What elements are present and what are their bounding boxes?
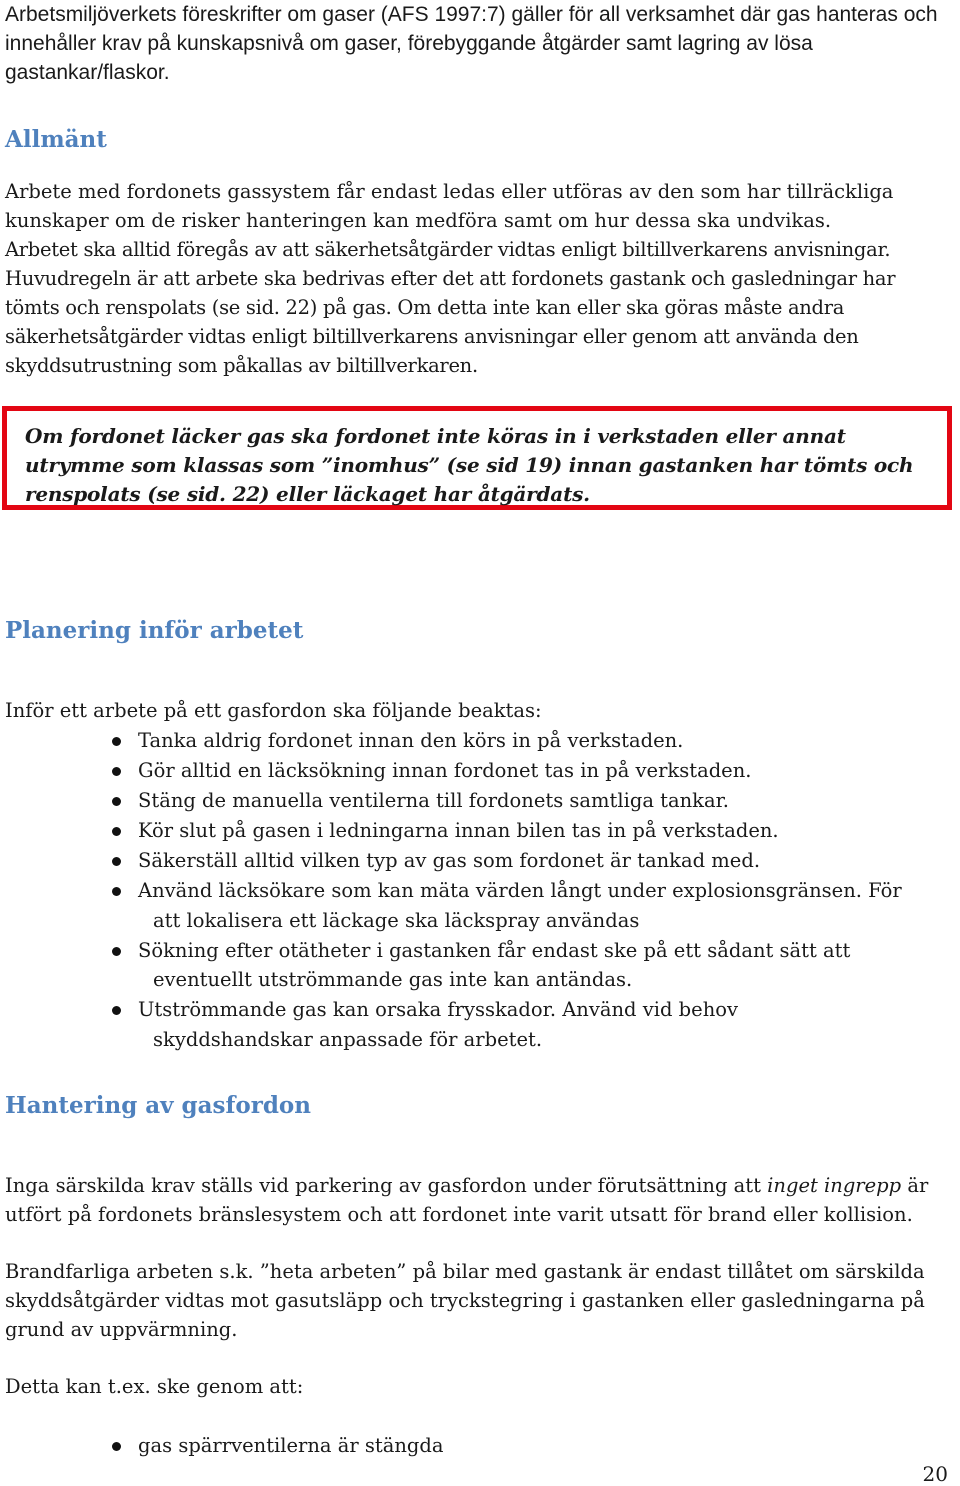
warning-text: Om fordonet läcker gas ska fordonet inte köras in i verkstaden eller annat utrymme som klassas som ”inomhus” (se sid 19) innan gastanken har tömts och renspolats (se sid. 22) eller läckaget har åtgärdats. [25,424,914,506]
bullet-icon [112,797,121,806]
bullet-list-item [108,846,953,876]
bullet-icon [112,947,121,956]
bullet-item-text: Använd läcksökare som kan mäta värden långt under explosionsgränsen. För [138,879,902,902]
hantering-bullet-list [108,1431,953,1461]
bullet-icon [112,827,121,836]
bullet-icon [112,857,121,866]
bullet-icon [112,767,121,776]
bullet-item-text: Sökning efter otätheter i gastanken får endast ske på ett sådant sätt att [138,938,851,962]
bullet-icon [112,887,121,896]
bullet-item-text: Gör alltid en läcksökning innan fordonet tas in på verkstaden. [138,759,752,782]
bullet-list-item [108,995,953,1054]
planering-bullet-list [108,726,953,1055]
bullet-item-text: Tanka aldrig fordonet innan den körs in på verkstaden. [138,729,684,752]
planering-intro: Inför ett arbete på ett gasfordon ska följande beaktas: [5,699,542,722]
bullet-list-item [108,756,953,786]
bullet-list-item [108,726,953,756]
bullet-list-item [108,1431,953,1461]
bullet-item-text: Kör slut på gasen i ledningarna innan bilen tas in på verkstaden. [138,819,779,842]
hantering-paragraph-3: Detta kan t.ex. ske genom att: [5,1375,304,1398]
allmant-paragraph-1: Arbete med fordonets gassystem får endast ledas eller utföras av den som har tillräckliga kunskaper om de risker hanteringen kan medföra samt om hur dessa ska undvikas. [5,180,894,232]
intro-paragraph: Arbetsmiljöverkets föreskrifter om gaser (AFS 1997:7) gäller för all verksamhet där gas hanteras och innehåller krav på kunskapsnivå om gaser, förebyggande åtgärder samt lagring av lösa gastankar/flaskor. [5,3,938,84]
bullet-item-continuation: skyddshandskar anpassade för arbetet. [153,1027,543,1051]
bullet-icon [112,1442,121,1451]
hantering-paragraph-1-emphasis: inget ingrepp [767,1174,902,1197]
section-heading-allmant: Allmänt [5,126,107,153]
bullet-list-item [108,876,953,935]
allmant-paragraph-2: Arbetet ska alltid föregås av att säkerhetsåtgärder vidtas enligt biltillverkarens anvisningar. Huvudregeln är att arbete ska bedrivas efter det att fordonets gastank och gasledningar har tömts och renspolats (se sid. 22) på gas. Om detta inte kan eller ska göras måste andra säkerhetsåtgärder vidtas enligt biltillverkarens anvisningar eller genom att använda den skyddsutrustning som påkallas av biltillverkaren. [5,238,896,377]
section-heading-planering: Planering inför arbetet [5,617,304,644]
hantering-paragraph-1-end: är utfört på fordonets bränslesystem och att fordonet inte varit utsatt för brand eller kollision. [5,1174,929,1226]
warning-box [2,406,952,510]
hantering-body [5,1171,950,1401]
bullet-item-text: gas spärrventilerna är stängda [138,1434,444,1457]
bullet-icon [112,1006,121,1015]
hantering-paragraph-1 [5,1171,950,1229]
bullet-item-text: Utströmmande gas kan orsaka frysskador. Använd vid behov [138,998,739,1021]
hantering-paragraph-1-start: Inga särskilda krav ställs vid parkering av gasfordon under förutsättning att [5,1174,768,1197]
bullet-item-text: Stäng de manuella ventilerna till fordonets samtliga tankar. [138,789,729,812]
bullet-item-text: Säkerställ alltid vilken typ av gas som fordonet är tankad med. [138,849,761,872]
bullet-item-continuation: eventuellt utströmmande gas inte kan antändas. [153,968,633,991]
bullet-list-item [108,786,953,816]
bullet-item-continuation: att lokalisera ett läckage ska läckspray användas [153,908,640,932]
page-number: 20 [922,1462,948,1486]
section-heading-hantering: Hantering av gasfordon [5,1092,311,1119]
hantering-paragraph-2: Brandfarliga arbeten s.k. ”heta arbeten” på bilar med gastank är endast tillåtet om särskilda skyddsåtgärder vidtas mot gasutsläpp och tryckstegring i gastanken eller gasledningarna på grund av uppvärmning. [5,1260,925,1341]
planering-intro-block [5,696,950,725]
bullet-list-item [108,936,953,995]
allmant-body [5,177,950,380]
bullet-list-item [108,816,953,846]
bullet-icon [112,737,121,746]
